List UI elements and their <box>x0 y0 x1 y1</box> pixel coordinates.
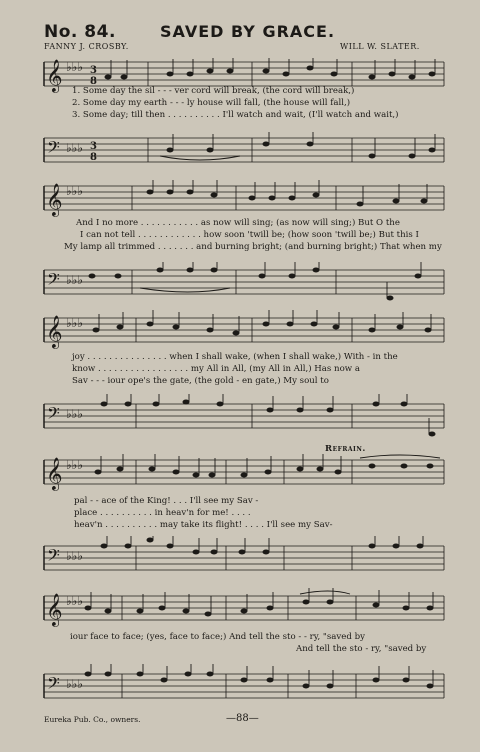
svg-text:𝄢: 𝄢 <box>47 269 60 293</box>
lyric-line: place . . . . . . . . . . in heav'n for me! . . . . <box>74 508 251 518</box>
svg-text:𝄞: 𝄞 <box>46 315 63 348</box>
lyric-line: 2. Some day my earth - - - ly house will fall, (the house will fall,) <box>72 98 351 108</box>
lyric-line: heav'n . . . . . . . . . . may take its flight! . . . . I'll see my Sav- <box>74 520 333 530</box>
svg-text:8: 8 <box>90 76 97 87</box>
hymn-title: SAVED BY GRACE. <box>160 22 336 41</box>
svg-text:♭♭♭: ♭♭♭ <box>66 407 83 421</box>
svg-text:𝄢: 𝄢 <box>47 545 60 569</box>
svg-text:♭♭♭: ♭♭♭ <box>66 184 83 198</box>
svg-text:𝄢: 𝄢 <box>47 403 60 427</box>
music-system-5 <box>0 588 480 712</box>
svg-text:𝄢: 𝄢 <box>47 673 60 697</box>
lyric-line: 1. Some day the sil - - - ver cord will break, (the cord will break,) <box>72 86 355 96</box>
svg-text:3: 3 <box>90 141 97 152</box>
svg-text:♭♭♭: ♭♭♭ <box>66 316 83 330</box>
lyric-line: Sav - - - iour ope's the gate, (the gold - en gate,) My soul to <box>72 376 329 386</box>
svg-text:𝄞: 𝄞 <box>46 183 63 216</box>
lyric-line: know . . . . . . . . . . . . . . . . . my All in All, (my All in All,) Has now a <box>72 364 360 374</box>
svg-text:♭♭♭: ♭♭♭ <box>66 458 83 472</box>
svg-text:𝄢: 𝄢 <box>47 137 60 161</box>
svg-text:♭♭♭: ♭♭♭ <box>66 273 83 287</box>
lyric-line: My lamp all trimmed . . . . . . . and burning bright; (and burning bright;) That when my <box>64 242 442 252</box>
hymn-composer: WILL W. SLATER. <box>340 42 420 51</box>
svg-text:𝄞: 𝄞 <box>46 59 63 92</box>
svg-text:♭♭♭: ♭♭♭ <box>66 141 83 155</box>
music-system-2 <box>0 180 480 308</box>
staff-bass <box>0 664 480 710</box>
svg-text:♭♭♭: ♭♭♭ <box>66 677 83 691</box>
staff-bass <box>0 262 480 306</box>
music-system-4 <box>0 452 480 584</box>
svg-text:3: 3 <box>90 65 97 76</box>
lyric-line: I can not tell . . . . . . . . . . . . how soon 'twill be; (how soon 'twill be;) But this I <box>80 230 419 240</box>
staff-bass <box>0 394 480 442</box>
svg-text:♭♭♭: ♭♭♭ <box>66 549 83 563</box>
svg-text:𝄞: 𝄞 <box>46 593 63 626</box>
hymn-number: No. 84. <box>44 22 116 42</box>
lyric-line: 3. Some day; till then . . . . . . . . . . I'll watch and wait, (I'll watch and wait,) <box>72 110 399 120</box>
lyric-line: And tell the sto - ry, "saved by <box>296 644 427 654</box>
publisher-credit: Eureka Pub. Co., owners. <box>44 715 141 724</box>
staff-treble <box>0 310 480 350</box>
svg-text:♭♭♭: ♭♭♭ <box>66 594 83 608</box>
svg-text:♭♭♭: ♭♭♭ <box>66 60 83 74</box>
lyric-line: And I no more . . . . . . . . . . . as now will sing; (as now will sing;) But O the <box>76 218 400 228</box>
lyric-line: iour face to face; (yes, face to face;) And tell the sto - - ry, "saved by <box>70 632 365 642</box>
staff-bass <box>0 132 480 172</box>
music-system-1 <box>0 52 480 180</box>
music-system-3 <box>0 310 480 444</box>
svg-text:8: 8 <box>90 152 97 163</box>
staff-bass <box>0 536 480 584</box>
svg-text:𝄞: 𝄞 <box>46 457 63 490</box>
staff-treble <box>0 588 480 630</box>
hymn-header <box>0 0 480 60</box>
page-number: —88— <box>226 713 259 724</box>
refrain-label: Refrain. <box>325 444 366 454</box>
staff-treble <box>0 452 480 494</box>
lyric-line: pal - - ace of the King! . . . I'll see my Sav - <box>74 496 259 506</box>
hymn-author: FANNY J. CROSBY. <box>44 42 129 51</box>
lyric-line: joy . . . . . . . . . . . . . . . when I shall wake, (when I shall wake,) With - in the <box>72 352 398 362</box>
staff-treble <box>0 180 480 220</box>
